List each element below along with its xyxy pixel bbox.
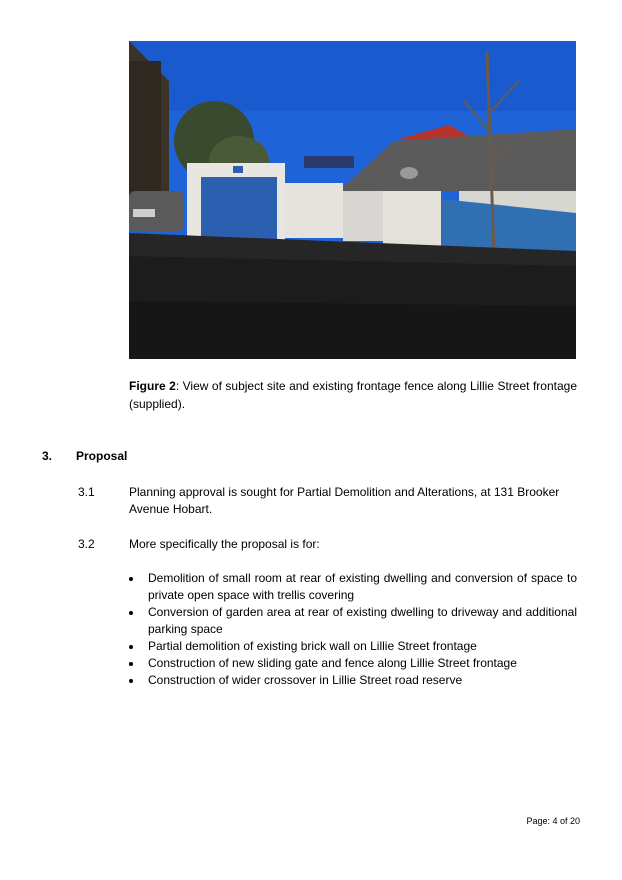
bullet-icon [129,645,133,649]
list-item-text: Demolition of small room at rear of existing dwelling and conversion of space to private open space with trellis covering [148,571,577,602]
bullet-icon [129,679,133,683]
bullet-icon [129,611,133,615]
list-item [129,570,577,604]
figure-caption [129,377,577,413]
site-photo [129,41,576,359]
site-photo-illustration [129,41,576,359]
list-item [129,638,577,655]
proposal-bullet-list [129,570,577,689]
list-item-text: Construction of wider crossover in Lillie Street road reserve [148,673,463,687]
list-item [129,655,577,672]
section-title: Proposal [76,449,128,463]
list-item-text: Conversion of garden area at rear of existing dwelling to driveway and additional parking space [148,605,577,636]
garage-door [201,177,277,239]
list-item [129,604,577,638]
figure-caption-text: : View of subject site and existing frontage fence along Lillie Street frontage (supplied). [129,379,577,411]
list-item [129,672,577,689]
paragraph-number: 3.2 [78,537,95,551]
section-number: 3. [42,449,53,463]
list-item-text: Construction of new sliding gate and fence along Lillie Street frontage [148,656,517,670]
paragraph-number: 3.1 [78,485,95,499]
figure-label: Figure 2 [129,379,176,393]
paragraph-text: Planning approval is sought for Partial Demolition and Alterations, at 131 Brooker Avenue Hobart. [129,485,560,516]
bullet-icon [129,662,133,666]
page-number: Page: 4 of 20 [526,816,580,826]
paragraph-text: More specifically the proposal is for: [129,537,320,551]
bullet-icon [129,577,133,581]
list-item-text: Partial demolition of existing brick wall on Lillie Street frontage [148,639,477,653]
brick-wall [285,183,343,238]
